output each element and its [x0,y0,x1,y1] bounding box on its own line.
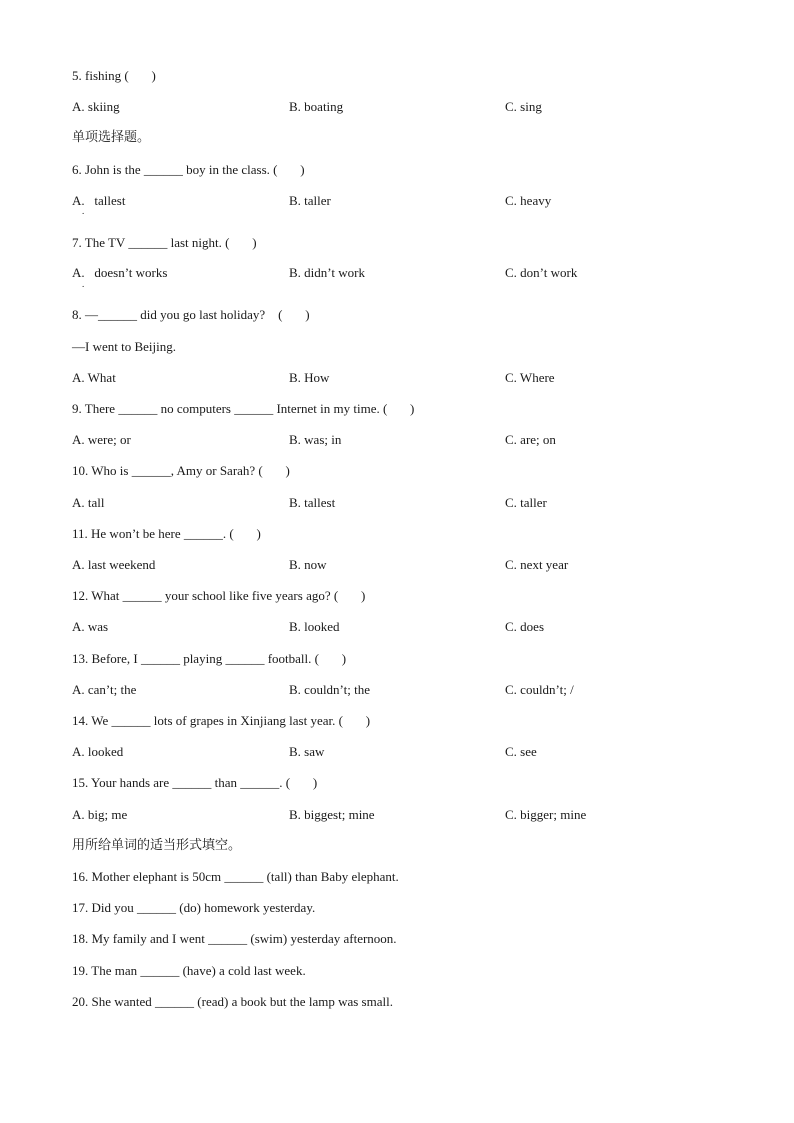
question-15-stem: 15. Your hands are ______ than ______. ( ) [72,775,318,790]
question-14-stem: 14. We ______ lots of grapes in Xinjiang last year. ( ) [72,713,371,728]
q13-option-c: C. couldn’t; / [505,682,574,697]
q11-option-c: C. next year [505,557,569,572]
q14-option-a: A. looked [72,744,124,759]
q7-option-a: A. doesn’t works [72,265,168,280]
q10-option-b: B. tallest [289,495,336,510]
q8-option-a: A. What [72,370,116,385]
q6-option-b: B. taller [289,193,331,208]
question-7-stem: 7. The TV ______ last night. ( ) [72,235,257,250]
fill-in-item-19: 19. The man ______ (have) a cold last week. [72,963,306,978]
question-9-stem: 9. There ______ no computers ______ Internet in my time. ( ) [72,401,415,416]
q12-option-a: A. was [72,619,109,634]
q15-option-a: A. big; me [72,807,128,822]
q10-option-c: C. taller [505,495,547,510]
section-heading-fill-in: 用所给单词的适当形式填空。 [72,838,242,853]
question-12-stem: 12. What ______ your school like five years ago? ( ) [72,588,366,603]
q14-option-b: B. saw [289,744,325,759]
q9-option-b: B. was; in [289,432,342,447]
q5-option-c: C. sing [505,99,542,114]
fill-in-item-20: 20. She wanted ______ (read) a book but the lamp was small. [72,994,393,1009]
q7-option-b: B. didn’t work [289,265,365,280]
question-8-response: —I went to Beijing. [72,339,176,354]
q15-option-c: C. bigger; mine [505,807,587,822]
question-10-stem: 10. Who is ______, Amy or Sarah? ( ) [72,463,290,478]
q9-option-a: A. were; or [72,432,131,447]
question-11-stem: 11. He won’t be here ______. ( ) [72,526,261,541]
question-13-stem: 13. Before, I ______ playing ______ football. ( ) [72,651,347,666]
q7-dot-mark: . [82,279,85,289]
fill-in-item-18: 18. My family and I went ______ (swim) yesterday afternoon. [72,931,397,946]
q6-dot-mark: . [82,206,85,216]
q9-option-c: C. are; on [505,432,556,447]
section-heading-single-choice: 单项选择题。 [72,130,151,145]
question-6-stem: 6. John is the ______ boy in the class. ( ) [72,162,305,177]
q12-option-c: C. does [505,619,544,634]
q5-option-a: A. skiing [72,99,120,114]
q12-option-b: B. looked [289,619,340,634]
q13-option-b: B. couldn’t; the [289,682,371,697]
q5-option-b: B. boating [289,99,344,114]
q11-option-b: B. now [289,557,327,572]
fill-in-item-17: 17. Did you ______ (do) homework yesterday. [72,900,316,915]
fill-in-item-16: 16. Mother elephant is 50cm ______ (tall) than Baby elephant. [72,869,399,884]
q13-option-a: A. can’t; the [72,682,137,697]
question-8-stem: 8. —______ did you go last holiday? ( ) [72,307,310,322]
q6-option-a: A. tallest [72,193,126,208]
q10-option-a: A. tall [72,495,105,510]
q7-option-c: C. don’t work [505,265,578,280]
q15-option-b: B. biggest; mine [289,807,375,822]
question-5-stem: 5. fishing ( ) [72,68,156,83]
q6-option-c: C. heavy [505,193,552,208]
q8-option-b: B. How [289,370,330,385]
q14-option-c: C. see [505,744,537,759]
q8-option-c: C. Where [505,370,555,385]
q11-option-a: A. last weekend [72,557,156,572]
